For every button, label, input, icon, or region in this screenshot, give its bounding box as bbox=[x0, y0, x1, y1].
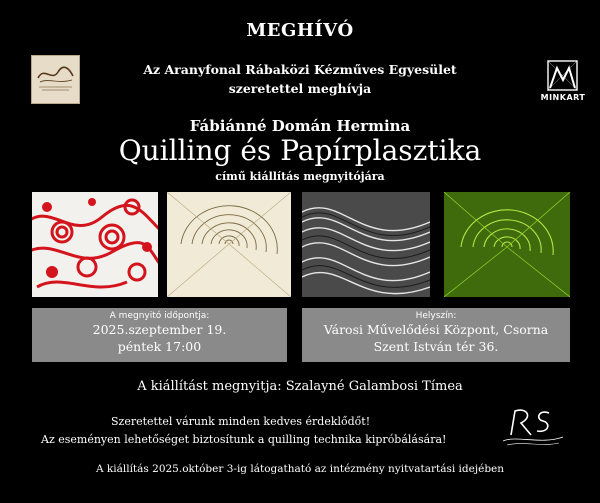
welcome-line: Szeretettel várunk minden kedves érdeklődőt! bbox=[111, 415, 371, 428]
workshop-line: Az eseményen lehetőséget biztosítunk a quilling technika kipróbálására! bbox=[41, 433, 447, 446]
date-line: 2025.szeptember 19. bbox=[92, 322, 227, 337]
minkart-label: MINKART bbox=[540, 93, 586, 102]
time-line: péntek 17:00 bbox=[117, 339, 202, 354]
papircsik-logo bbox=[497, 405, 567, 449]
date-label: A megnyitó időpontja: bbox=[109, 311, 210, 321]
green-spiral-photo bbox=[444, 192, 570, 297]
exhibition-subtitle: című kiállítás megnyitójára bbox=[215, 170, 385, 183]
footer-note: A kiállítás 2025.október 3-ig látogatható az intézmény nyitvatartási idejében bbox=[95, 463, 505, 475]
venue-box bbox=[302, 308, 570, 362]
venue-label: Helyszín: bbox=[415, 311, 457, 321]
venue-name: Városi Művelődési Központ, Csorna bbox=[323, 322, 549, 337]
organization-line: Az Aranyfonal Rábaközi Kézműves Egyesület bbox=[143, 62, 457, 77]
opening-speaker: A kiállítást megnyitja: Szalayné Galambosi Tímea bbox=[137, 379, 463, 394]
date-box bbox=[32, 308, 287, 362]
artist-name: Fábiánné Domán Hermina bbox=[189, 117, 411, 135]
invitation-title: MEGHÍVÓ bbox=[246, 20, 354, 41]
minkart-logo bbox=[535, 60, 591, 106]
grey-swirl-photo bbox=[302, 192, 430, 297]
venue-address: Szent István tér 36. bbox=[373, 339, 499, 354]
invites-line: szeretettel meghívja bbox=[228, 81, 372, 96]
red-quilling-photo bbox=[32, 192, 158, 297]
exhibition-title: Quilling és Papírplasztika bbox=[118, 134, 482, 167]
cream-spiral-photo bbox=[167, 192, 291, 297]
